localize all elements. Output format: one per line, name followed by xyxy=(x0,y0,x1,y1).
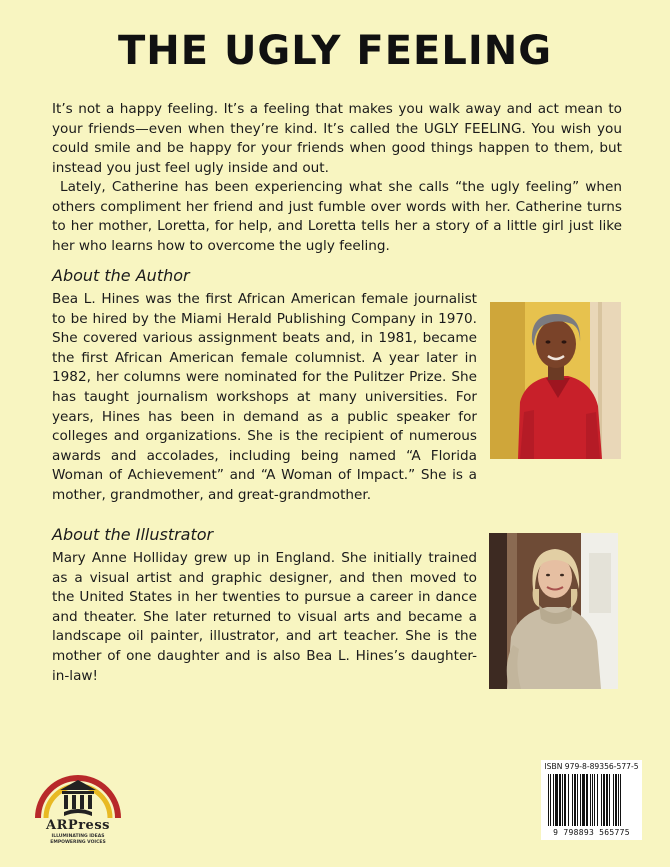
barcode-bar xyxy=(606,774,608,826)
barcode-bar xyxy=(553,774,554,826)
barcode-bar xyxy=(603,774,605,826)
barcode-bar xyxy=(580,774,581,826)
author-bio: Bea L. Hines was the first African American female journalist to be hired by the Miami Herald Publishing Company in 1970. She covered various assignment beats and, in 1981, became the first African American female columnist. A year later in 1982, her columns were nominated for the Pulitzer Prize. She has taught journalism workshops at many universities. For years, Hines has been in demand as a public speaker for colleges and organizations. She is the recipient of numerous awards and accolades, including being named “A Florida Woman of Achievement” and “A Woman of Impact.” She is a mother, grandmother, and great-grandmother. xyxy=(52,291,477,503)
isbn-barcode xyxy=(541,760,642,840)
publisher-tagline-line-1: ILLUMINATING IDEAS xyxy=(51,834,105,839)
barcode-bars xyxy=(546,774,637,828)
barcode-bar xyxy=(550,774,551,826)
barcode-bar xyxy=(582,774,585,826)
barcode-bar xyxy=(555,774,558,826)
book-title: THE UGLY FEELING xyxy=(117,28,553,74)
barcode-bar xyxy=(586,774,588,826)
isbn-number: ISBN 979-8-89356-577-5 xyxy=(544,762,639,771)
publisher-tagline-line-2: EMPOWERING VOICES xyxy=(50,839,106,845)
blurb-paragraph-2: Lately, Catherine has been experiencing what she calls “the ugly feeling” when others compliment her friend and just fumble over words with her. Catherine turns to her mother, Loretta, for help, and Loretta tells her a story of a little girl just like her who learns how to overcome the ugly feeling. xyxy=(52,179,622,254)
barcode-bar xyxy=(618,774,619,826)
barcode-bar xyxy=(613,774,614,826)
barcode-bar xyxy=(577,774,578,826)
illustrator-photo xyxy=(489,533,618,689)
arpress-logo xyxy=(34,760,122,860)
about-illustrator-heading: About the Illustrator xyxy=(52,525,214,544)
barcode-bar xyxy=(590,774,591,826)
about-author-heading: About the Author xyxy=(52,266,190,285)
ean-digits: 9 798893 565775 xyxy=(553,828,630,837)
barcode-bar xyxy=(572,774,573,826)
blurb-paragraph-1: It’s not a happy feeling. It’s a feeling that makes you walk away and act mean to your friends—even when they’re kind. It’s called the UGLY FEELING. You wish you could smile and be happy for your friends when good things happen to them, but instead you just feel ugly inside and out. xyxy=(52,101,622,176)
barcode-bar xyxy=(564,774,566,826)
barcode-bar xyxy=(609,774,610,826)
barcode-bar xyxy=(620,774,621,826)
barcode-bar xyxy=(568,774,569,826)
barcode-bar xyxy=(548,774,549,826)
publisher-tagline xyxy=(36,834,120,845)
barcode-bar xyxy=(574,774,576,826)
barcode-bar xyxy=(592,774,593,826)
illustrator-bio: Mary Anne Holliday grew up in England. She initially trained as a visual artist and graphic designer, and then moved to the United States in her twenties to pursue a career in dance and theater. She later returned to visual arts and became a landscape oil painter, illustrator, and art teacher. She is the mother of one daughter and is also Bea L. Hines’s daughter-in-law! xyxy=(52,550,477,684)
barcode-bar xyxy=(562,774,563,826)
barcode-bar xyxy=(559,774,561,826)
barcode-bar xyxy=(615,774,617,826)
barcode-bar xyxy=(601,774,602,826)
author-photo xyxy=(490,302,621,459)
barcode-bar xyxy=(594,774,595,826)
publisher-name: ARPress xyxy=(46,818,110,833)
barcode-bar xyxy=(597,774,598,826)
